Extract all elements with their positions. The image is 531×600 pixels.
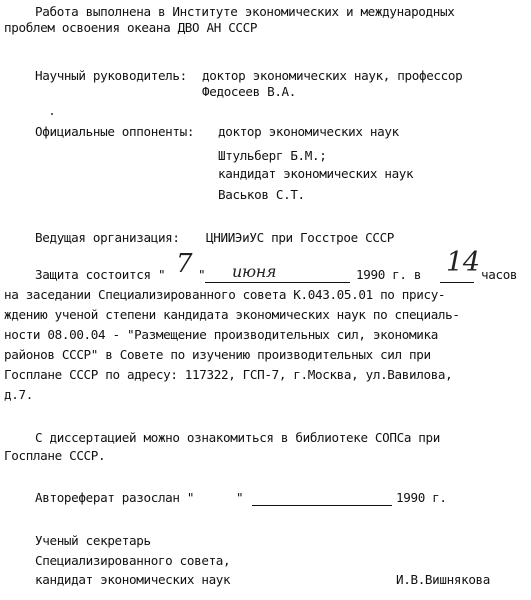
sent-year: 1990 г. [396, 490, 447, 505]
lead-org-label: Ведущая организация: [35, 230, 180, 245]
library-line-2: Госплане СССР. [4, 448, 106, 463]
scan-speck [51, 113, 53, 115]
sent-quote: " [236, 490, 244, 505]
opponent-line-3: кандидат экономических наук [218, 166, 414, 181]
defense-quote: " [198, 267, 206, 282]
lead-org-text: ЦНИИЭиУС при Госстрое СССР [206, 230, 395, 245]
defense-prefix: Защита состоится " [35, 267, 166, 282]
defense-day-handwritten: 7 [176, 249, 193, 279]
defense-body-6: д.7. [4, 387, 33, 402]
month-underline [205, 282, 350, 283]
secretary-line-2: Специализированного совета, [35, 553, 231, 568]
library-line-1: С диссертацией можно ознакомиться в библиотеке СОПСа при [35, 430, 440, 445]
defense-body-5: Госплане СССР по адресу: 117322, ГСП-7, г.Москва, ул.Вавилова, [4, 367, 453, 382]
secretary-name: И.В.Вишнякова [396, 572, 491, 587]
supervisor-text: доктор экономических наук, профессор [202, 68, 463, 83]
defense-suffix: часов [481, 267, 518, 282]
header-line-1: Работа выполнена в Институте экономических и международных [35, 4, 455, 19]
defense-hour-handwritten: 14 [446, 247, 480, 278]
defense-body-4: районов СССР" в Совете по изучению производительных сил при [4, 347, 431, 362]
sent-prefix: Автореферат разослан " [35, 490, 195, 505]
opponents-label: Официальные оппоненты: [35, 124, 195, 139]
header-line-2: проблем освоения океана ДВО АН СССР [4, 20, 258, 35]
defense-year-text: 1990 г. в [356, 267, 422, 282]
sent-underline [252, 505, 392, 506]
opponent-line-2: Штульберг Б.М.; [218, 148, 327, 163]
defense-body-2: ждению ученой степени кандидата экономических наук по специаль- [4, 307, 460, 322]
supervisor-label: Научный руководитель: [35, 68, 187, 83]
opponent-line-1: доктор экономических наук [218, 124, 399, 139]
hour-underline [440, 282, 474, 283]
secretary-line-1: Ученый секретарь [35, 533, 151, 548]
defense-body-1: на заседании Специализированного совета К.043.05.01 по прису- [4, 287, 446, 302]
secretary-line-3: кандидат экономических наук [35, 572, 231, 587]
defense-month-handwritten: июня [232, 262, 277, 281]
opponent-line-4: Васьков С.Т. [218, 187, 305, 202]
defense-body-3: ности 08.00.04 - "Размещение производительных сил, экономика [4, 327, 438, 342]
supervisor-name: Федосеев В.А. [202, 84, 297, 99]
